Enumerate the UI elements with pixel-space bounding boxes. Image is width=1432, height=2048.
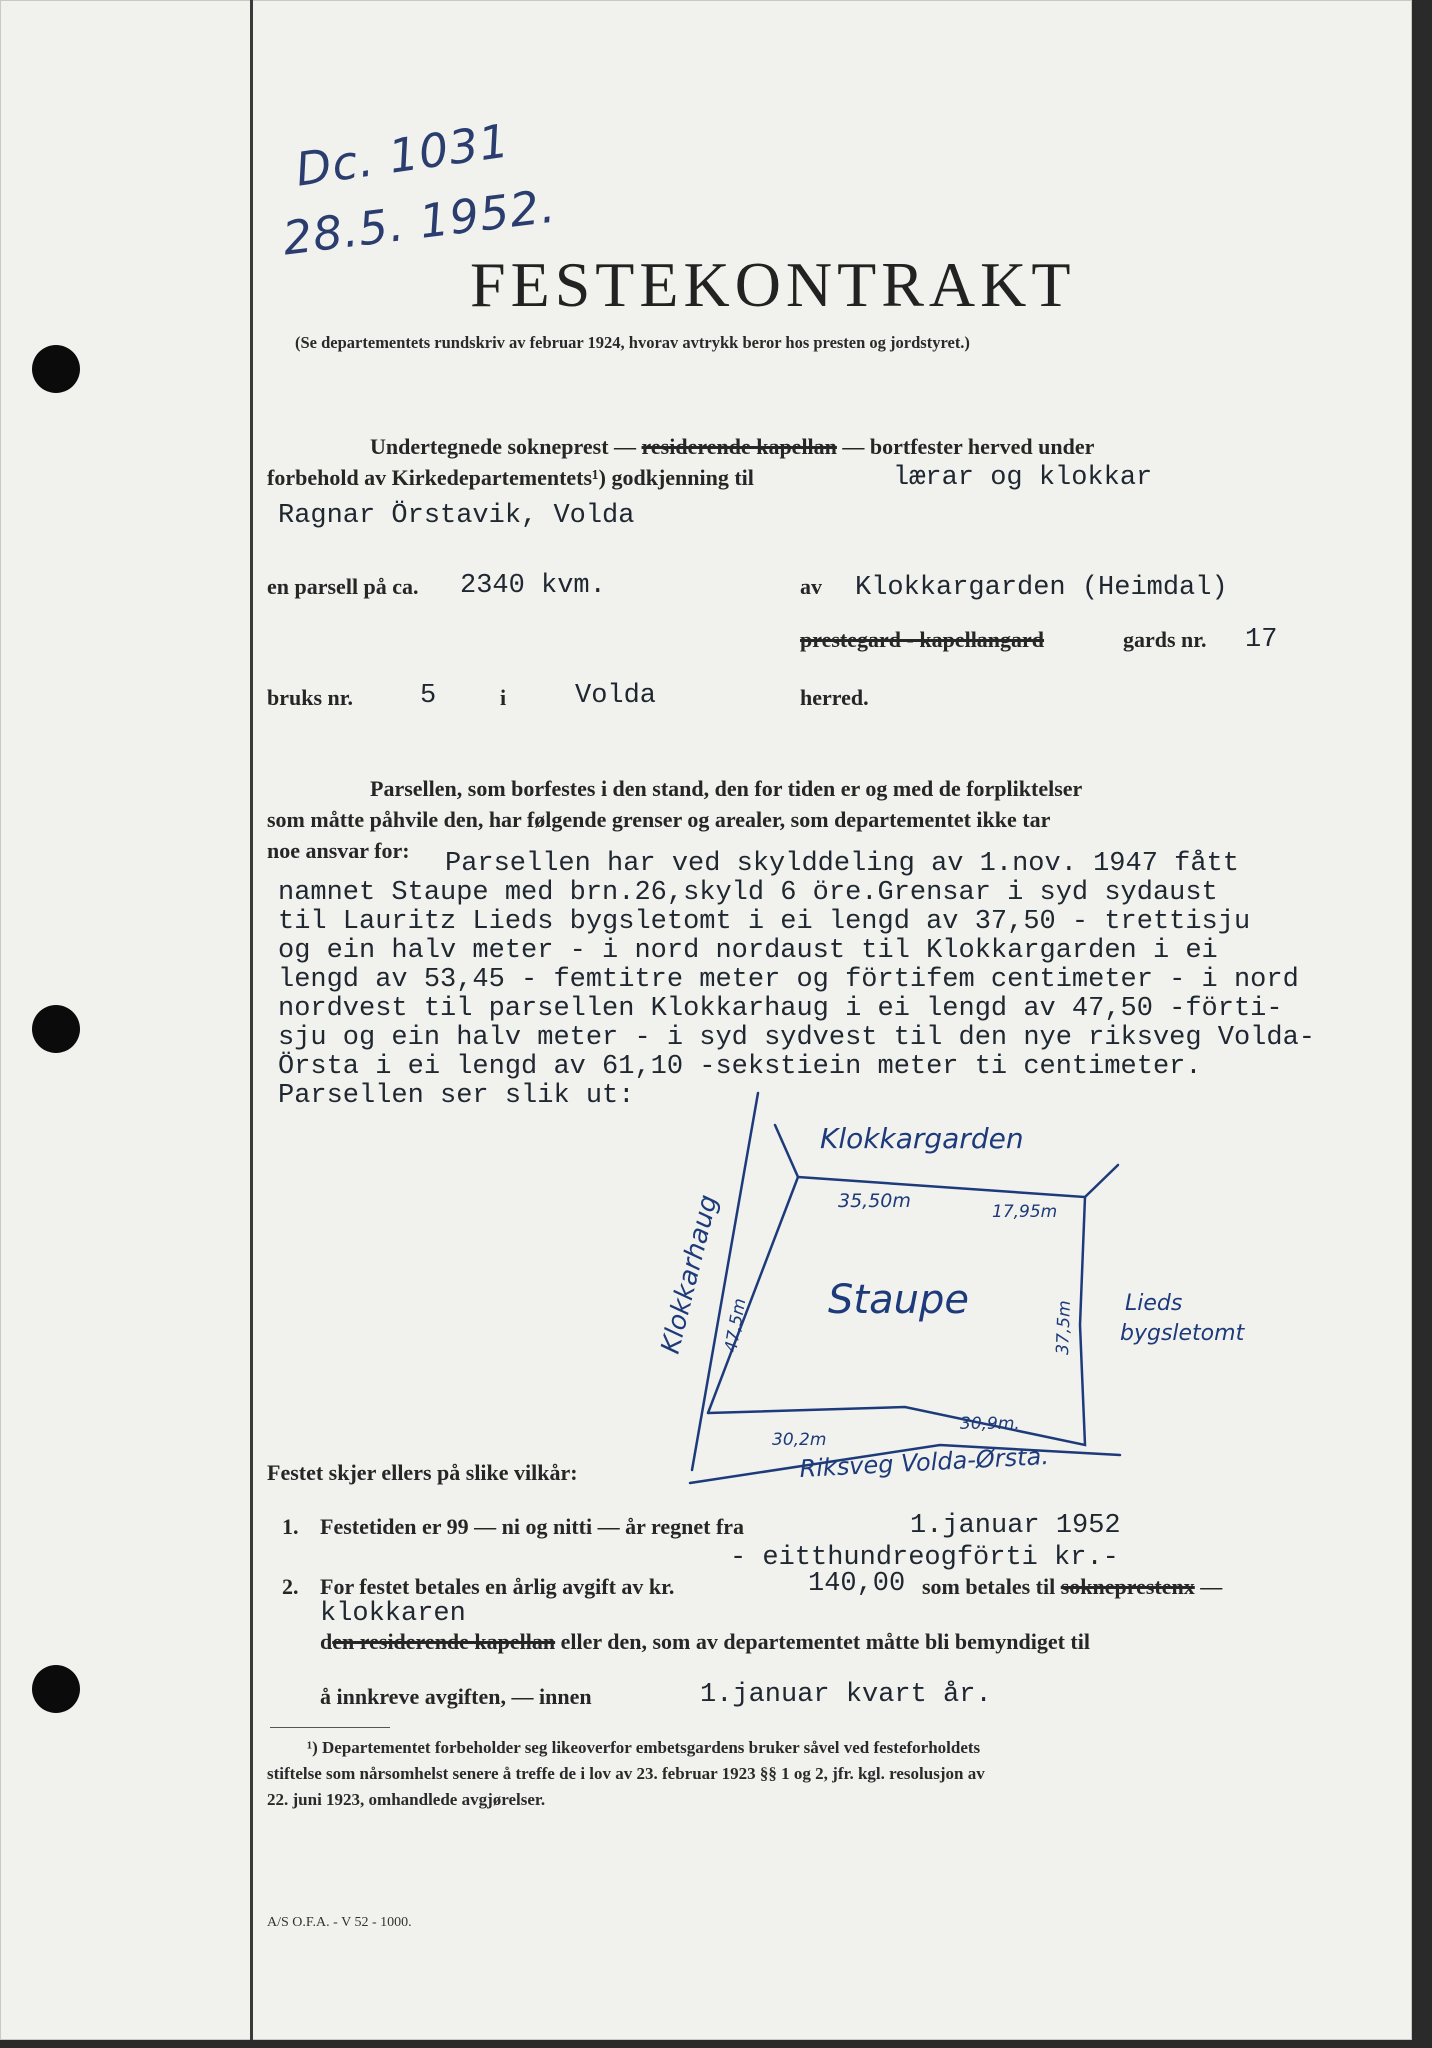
condition-2-typed-amount-words: - eitthundreogförti kr.-	[730, 1543, 1119, 1573]
sketch-m-top-1: 35,50m	[838, 1190, 911, 1212]
footnote	[267, 1735, 1297, 1813]
boundary-typed-line-2: til Lauritz Lieds bygsletomt i ei lengd av 37,50 - trettisju	[278, 907, 1251, 937]
intro-line1-a: Undertegnede sokneprest —	[370, 434, 637, 459]
parcel-struck-farm: prestegard - kapellangard	[800, 627, 1045, 652]
parcel-i-label: i	[500, 685, 507, 710]
parcel-herred-label: herred.	[800, 685, 869, 710]
condition-2-dash: —	[1200, 1574, 1223, 1599]
condition-2-text-a: For festet betales en årlig avgift av kr.	[320, 1574, 675, 1599]
parcel-herred-typed: Volda	[575, 681, 657, 711]
punch-hole-top	[32, 345, 80, 393]
conditions-intro: Festet skjer ellers på slike vilkår:	[267, 1460, 578, 1485]
sketch-label-west: Klokkarhaug	[655, 1191, 725, 1357]
boundary-typed-line-7: Örsta i ei lengd av 61,10 -sekstiein meter ti centimeter.	[278, 1052, 1202, 1082]
document-subnote: (Se departementets rundskriv av februar 1924, hvorav avtrykk beror hos presten og jordstyret.)	[295, 333, 970, 352]
condition-1-text: Festetiden er 99 — ni og nitti — år regnet fra	[320, 1514, 745, 1539]
sketch-label-east-2: bygsletomt	[1120, 1321, 1245, 1346]
intro-line1-b: — bortfester herved under	[842, 434, 1095, 459]
sketch-ne-tick	[1085, 1165, 1118, 1197]
parcel-gardsnr-typed: 17	[1245, 625, 1278, 655]
condition-2-typed-amount: 140,00	[808, 1569, 906, 1599]
boundary-typed-line-4: lengd av 53,45 - femtitre meter og förtifem centimeter - i nord	[278, 965, 1299, 995]
condition-2-line2-rest: eller den, som av departementet måtte bli bemyndiget til	[560, 1629, 1090, 1654]
condition-1-number: 1.	[282, 1514, 299, 1539]
print-code: A/S O.F.A. - V 52 - 1000.	[267, 1915, 412, 1930]
condition-2-text-b	[922, 1572, 1222, 1602]
condition-2-line2	[320, 1627, 1090, 1657]
footnote-line2: stiftelse som nårsomhelst senere å treffe de i lov av 23. februar 1923 §§ 1 og 2, jfr. kgl. resolusjon av	[267, 1764, 985, 1783]
condition-2-text-b-label: som betales til	[922, 1574, 1056, 1599]
parcel-sketch	[640, 1085, 1280, 1505]
intro-line1-struck: residerende kapellan	[641, 434, 837, 459]
sketch-m-east: 37,5m	[1053, 1300, 1075, 1356]
parcel-area-typed: 2340 kvm.	[460, 571, 606, 601]
sketch-m-south-2: 30,9m.	[960, 1414, 1020, 1434]
sketch-label-centre: Staupe	[828, 1277, 969, 1323]
parcel-bruksnr-label: bruks nr.	[267, 685, 354, 710]
parcel-gardsnr-label: gards nr.	[1123, 627, 1207, 652]
margin-rule	[250, 0, 253, 2040]
sketch-label-east-1: Lieds	[1125, 1291, 1183, 1316]
condition-2-typed-due: 1.januar kvart år.	[700, 1680, 992, 1710]
handwritten-ref-line2: 28.5. 1952.	[279, 178, 559, 266]
condition-2-line2-d: d	[320, 1629, 333, 1654]
footnote-line3: 22. juni 1923, omhandlede avgjørelser.	[267, 1790, 546, 1809]
boundary-intro-line1: Parsellen, som borfestes i den stand, den for tiden er og med de forpliktelser	[370, 776, 1083, 801]
sketch-m-south-1: 30,2m	[772, 1430, 827, 1450]
condition-2-typed-recipient: klokkaren	[320, 1599, 466, 1629]
boundary-typed-line-6: sju og ein halv meter - i syd sydvest til den nye riksveg Volda-	[278, 1023, 1315, 1053]
boundary-typed-line-0: Parsellen har ved skylddeling av 1.nov. 1947 fått	[445, 849, 1239, 879]
handwritten-ref-line1: Dc. 1031	[292, 113, 513, 197]
parcel-area-label: en parsell på ca.	[267, 574, 419, 599]
footnote-line1: ¹) Departementet forbeholder seg likeoverfor embetsgardens bruker såvel ved festeforholdets	[307, 1738, 981, 1757]
boundary-typed-line-8: Parsellen ser slik ut:	[278, 1081, 635, 1111]
parcel-av-label: av	[800, 574, 822, 599]
condition-2-number: 2.	[282, 1574, 299, 1599]
condition-1-typed-date: 1.januar 1952	[910, 1511, 1121, 1541]
intro-line2: forbehold av Kirkedepartementets¹) godkjenning til	[267, 465, 754, 490]
sketch-m-top-2: 17,95m	[992, 1202, 1058, 1222]
sketch-label-south: Riksveg Volda-Ørsta.	[798, 1441, 1050, 1483]
parcel-farm-typed: Klokkargarden (Heimdal)	[855, 573, 1228, 603]
boundary-typed-line-5: nordvest til parsellen Klokkarhaug i ei lengd av 47,50 -förti-	[278, 994, 1283, 1024]
boundary-typed-line-1: namnet Staupe med brn.26,skyld 6 öre.Grensar i syd sydaust	[278, 878, 1218, 908]
document-title: FESTEKONTRAKT	[470, 249, 1076, 320]
sketch-label-north: Klokkargarden	[820, 1122, 1024, 1155]
parcel-bruksnr-typed: 5	[420, 681, 437, 711]
boundary-typed-line-3: og ein halv meter - i nord nordaust til Klokkargarden i ei	[278, 936, 1218, 966]
boundary-intro-line3: noe ansvar for:	[267, 838, 410, 863]
condition-2-line3: å innkreve avgiften, — innen	[320, 1684, 592, 1709]
condition-2-struck-recipient: sokneprestenx	[1060, 1574, 1195, 1599]
intro-line2-typed: lærar og klokkar	[893, 463, 1153, 493]
punch-hole-middle	[32, 1005, 80, 1053]
intro-line1	[370, 432, 1094, 462]
punch-hole-bottom	[32, 1665, 80, 1713]
condition-2-line2-struck: en residerende kapellan	[332, 1629, 556, 1654]
footnote-rule	[270, 1727, 390, 1728]
boundary-intro-line2: som måtte påhvile den, har følgende grenser og arealer, som departementet ikke tar	[267, 807, 1051, 832]
sketch-m-west: 47,5m	[721, 1296, 751, 1354]
sketch-north-tick	[775, 1125, 798, 1177]
lessee-name-typed: Ragnar Örstavik, Volda	[278, 501, 635, 531]
